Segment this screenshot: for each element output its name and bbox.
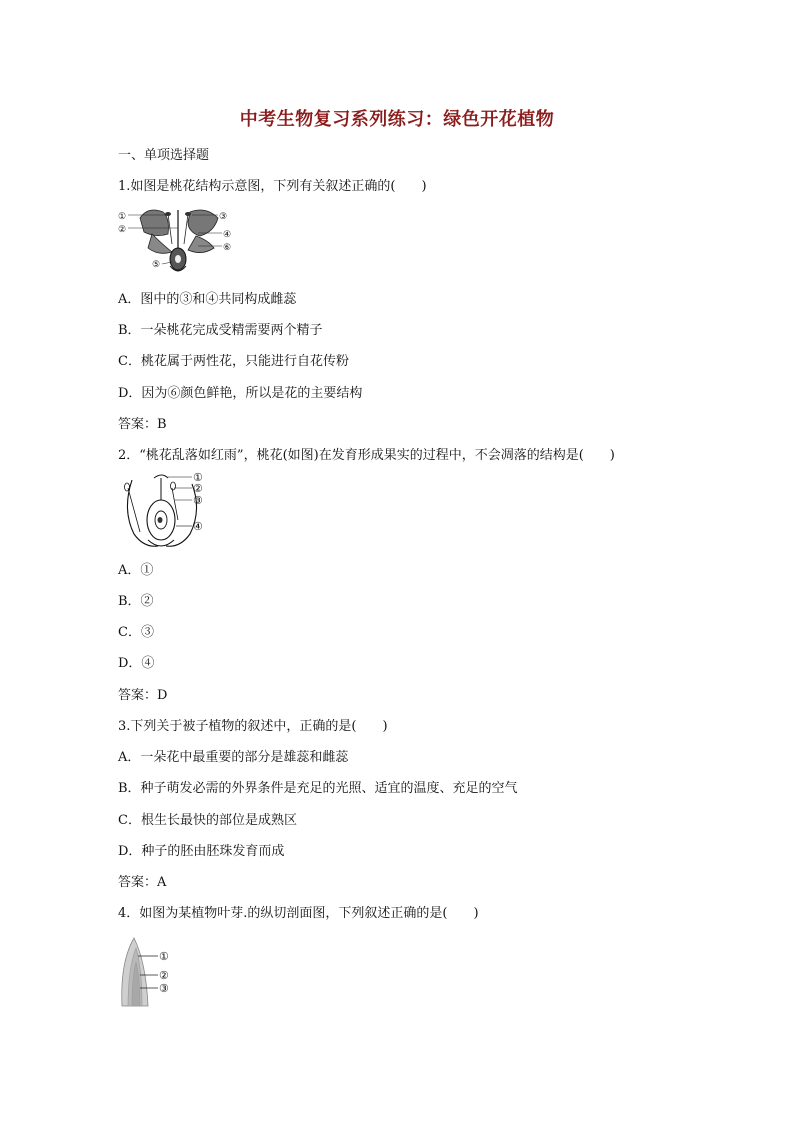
page-title: 中考生物复习系列练习：绿色开花植物 — [239, 109, 555, 130]
fig4-label-1: ① — [159, 950, 169, 963]
question-2-stem: 2．“桃花乱落如红雨”，桃花(如图)在发育形成果实的过程中，不会凋落的结构是( ) — [118, 448, 615, 463]
fig1-label-3: ③ — [219, 212, 228, 222]
q2-answer: 答案：D — [118, 688, 168, 703]
fig2-label-4: ④ — [193, 520, 203, 533]
q1-option-b: B．一朵桃花完成受精需要两个精子 — [118, 323, 323, 338]
peach-flower-section-figure — [118, 470, 218, 552]
question-4-stem: 4．如图为某植物叶芽.的纵切剖面图，下列叙述正确的是( ) — [118, 906, 479, 921]
q2-option-b: B．② — [118, 594, 154, 609]
q2-option-d: D．④ — [118, 656, 155, 671]
fig2-label-3: ③ — [193, 494, 203, 507]
fig1-label-4: ④ — [223, 230, 232, 240]
q3-option-b: B．种子萌发必需的外界条件是充足的光照、适宜的温度、充足的空气 — [118, 781, 518, 796]
q1-answer: 答案：B — [118, 417, 167, 432]
fig2-label-2: ② — [193, 482, 203, 495]
q3-option-a: A．一朵花中最重要的部分是雄蕊和雌蕊 — [118, 750, 349, 765]
leaf-bud-section-figure — [118, 932, 182, 1008]
q1-option-a: A．图中的③和④共同构成雌蕊 — [118, 292, 297, 307]
q3-option-d: D．种子的胚由胚珠发育而成 — [118, 844, 285, 859]
fig4-label-2: ② — [159, 969, 169, 982]
fig1-label-2: ② — [118, 225, 127, 235]
q3-option-c: C．根生长最快的部位是成熟区 — [118, 813, 297, 828]
peach-flower-figure — [118, 204, 238, 276]
fig1-label-6: ⑥ — [223, 243, 232, 253]
q1-option-d: D．因为⑥颜色鲜艳，所以是花的主要结构 — [118, 386, 363, 401]
q2-option-a: A．① — [118, 563, 154, 578]
fig4-label-3: ③ — [159, 982, 169, 995]
fig2-label-1: ① — [193, 471, 203, 484]
question-3-stem: 3.下列关于被子植物的叙述中，正确的是( ) — [118, 719, 388, 734]
q3-answer: 答案：A — [118, 875, 167, 890]
section-heading: 一、单项选择题 — [118, 148, 210, 163]
fig1-label-5: ⑤ — [152, 260, 161, 270]
q2-option-c: C．③ — [118, 625, 154, 640]
question-1-stem: 1.如图是桃花结构示意图，下列有关叙述正确的( ) — [118, 179, 427, 194]
fig1-label-1: ① — [118, 212, 127, 222]
q1-option-c: C．桃花属于两性花，只能进行自花传粉 — [118, 354, 349, 369]
